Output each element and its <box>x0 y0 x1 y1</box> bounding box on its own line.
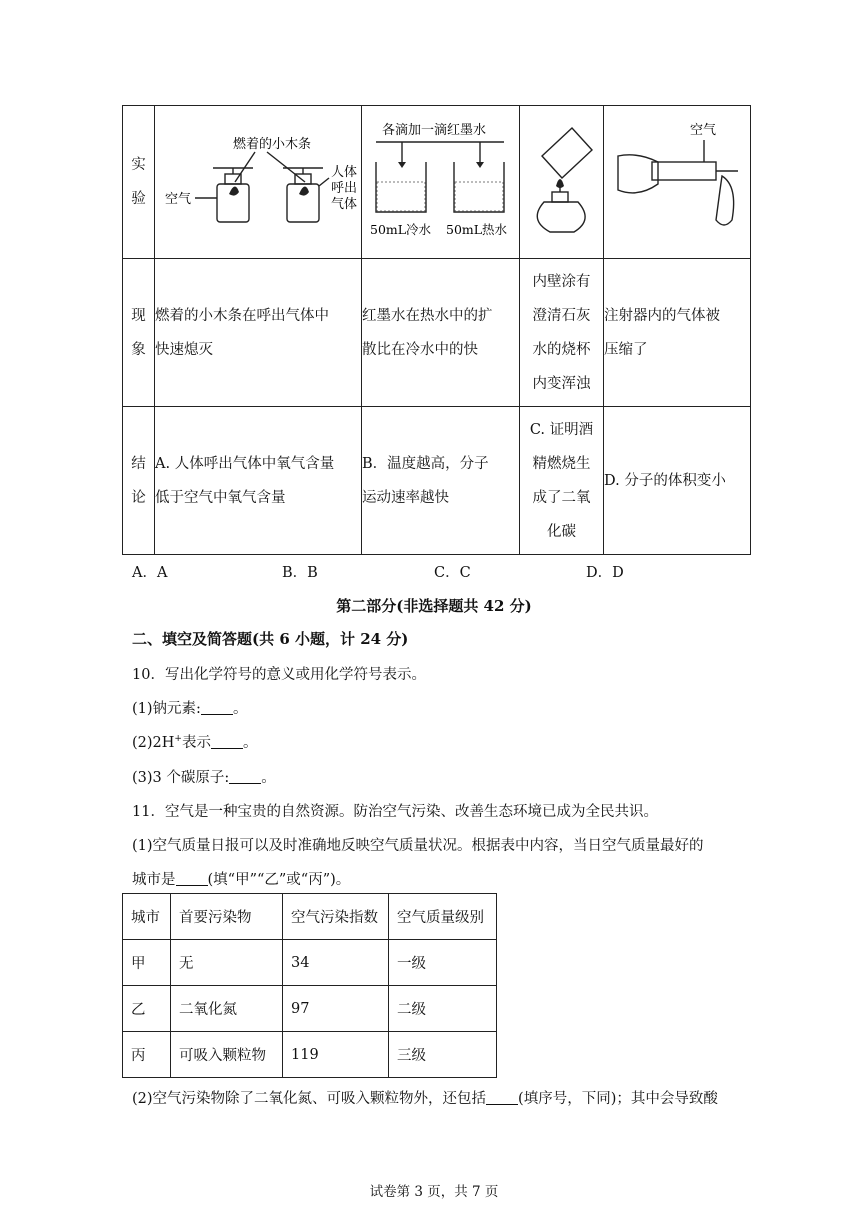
header-pollutant: 首要污染物 <box>171 894 283 940</box>
phenomenon-b: 红墨水在热水中的扩 散比在冷水中的快 <box>362 259 520 407</box>
fig1-top-label: 燃着的小木条 <box>233 137 312 152</box>
q10-part2-text-b: 表示 <box>181 735 211 751</box>
q10-stem: 10．写出化学符号的意义或用化学符号表示。 <box>132 667 426 683</box>
cell-level: 一级 <box>389 940 497 986</box>
row-label-experiment: 实 验 <box>123 106 155 259</box>
table-row <box>123 986 497 1032</box>
fig1-right-label-1: 人体 <box>331 165 358 180</box>
figure-bottles-cell <box>155 106 362 259</box>
cell-index: 34 <box>283 940 389 986</box>
answer-blank[interactable] <box>229 769 261 784</box>
answer-blank[interactable] <box>486 1090 518 1105</box>
header-level: 空气质量级别 <box>389 894 497 940</box>
row-label-conclusion: 结 论 <box>123 407 155 555</box>
conclusion-c: C. 证明酒 精燃烧生 成了二氧 化碳 <box>520 407 604 555</box>
q11-stem: 11．空气是一种宝贵的自然资源。防治空气污染、改善生态环境已成为全民共识。 <box>132 804 658 820</box>
page-footer: 试卷第 3 页，共 7 页 <box>369 1184 499 1200</box>
table-row <box>123 940 497 986</box>
part-header: 二、填空及简答题(共 6 小题，计 24 分) <box>132 630 409 648</box>
cell-pollutant: 可吸入颗粒物 <box>171 1032 283 1078</box>
answer-options <box>132 561 772 581</box>
answer-blank[interactable] <box>201 700 233 715</box>
cell-level: 二级 <box>389 986 497 1032</box>
syringe-figure <box>604 106 750 254</box>
header-city: 城市 <box>123 894 171 940</box>
q11-part1-line2 <box>132 868 350 889</box>
cell-city: 甲 <box>123 940 171 986</box>
header-index: 空气污染指数 <box>283 894 389 940</box>
q10-part2-text: (2)2H <box>132 735 175 751</box>
conclusion-a: A. 人体呼出气体中氧气含量 低于空气中氧气含量 <box>155 407 362 555</box>
air-quality-table <box>122 893 497 1078</box>
answer-blank[interactable] <box>211 734 243 749</box>
section-title: 第二部分(非选择题共 42 分) <box>336 597 532 615</box>
experiment-row <box>123 106 751 259</box>
cell-level: 三级 <box>389 1032 497 1078</box>
period: 。 <box>232 701 248 717</box>
table-header-row <box>123 894 497 940</box>
q11-part2-text: (2)空气污染物除了二氧化氮、可吸入颗粒物外，还包括 <box>132 1091 487 1107</box>
phenomenon-a: 燃着的小木条在呼出气体中 快速熄灭 <box>155 259 362 407</box>
fig1-right-label-3: 气体 <box>331 197 358 212</box>
period: 。 <box>261 770 276 786</box>
q11-part1-text-b: (填“甲”“乙”或“丙”)。 <box>207 872 351 888</box>
bottles-figure <box>155 106 361 254</box>
q11-part2 <box>132 1087 718 1108</box>
conclusion-b: B．温度越高，分子 运动速率越快 <box>362 407 520 555</box>
conclusion-row <box>123 407 751 555</box>
fig1-left-label: 空气 <box>165 192 192 207</box>
q11-part2-text-b: (填序号，下同)；其中会导致酸 <box>518 1091 718 1107</box>
phenomenon-d: 注射器内的气体被 压缩了 <box>604 259 751 407</box>
option-b[interactable]: B．B <box>282 565 318 581</box>
fig2-right-label: 50mL热水 <box>446 222 508 237</box>
q10-part1 <box>132 697 247 718</box>
superscript-plus: + <box>174 734 182 745</box>
table-row <box>123 1032 497 1078</box>
answer-blank[interactable] <box>176 871 208 886</box>
q10-part2 <box>132 731 257 752</box>
q11-part1-text: 城市是 <box>132 872 176 888</box>
row-label-phenomenon: 现 象 <box>123 259 155 407</box>
cell-city: 丙 <box>123 1032 171 1078</box>
conclusion-d: D. 分子的体积变小 <box>604 407 751 555</box>
fig2-left-label: 50mL冷水 <box>370 222 432 237</box>
q11-part1-line1: (1)空气质量日报可以及时准确地反映空气质量状况。根据表中内容，当日空气质量最好的 <box>132 838 704 854</box>
figure-beakers-cell <box>362 106 520 259</box>
fig1-right-label-2: 呼出 <box>331 181 358 196</box>
cell-pollutant: 无 <box>171 940 283 986</box>
phenomenon-row <box>123 259 751 407</box>
fig2-top-label: 各滴加一滴红墨水 <box>382 123 487 138</box>
cell-city: 乙 <box>123 986 171 1032</box>
alcohol-lamp-figure <box>520 106 603 254</box>
q10-part3 <box>132 766 276 787</box>
option-c[interactable]: C．C <box>434 565 471 581</box>
experiment-table <box>122 105 751 555</box>
fig4-label: 空气 <box>690 123 717 138</box>
option-a[interactable]: A．A <box>132 565 168 581</box>
beakers-figure <box>362 106 519 254</box>
phenomenon-c: 内壁涂有 澄清石灰 水的烧杯 内变浑浊 <box>520 259 604 407</box>
q10-part1-text: (1)钠元素: <box>132 701 201 717</box>
cell-index: 119 <box>283 1032 389 1078</box>
option-d[interactable]: D．D <box>586 565 624 581</box>
q10-part3-text: (3)3 个碳原子: <box>132 770 230 786</box>
cell-pollutant: 二氧化氮 <box>171 986 283 1032</box>
cell-index: 97 <box>283 986 389 1032</box>
figure-alcohol-lamp-cell <box>520 106 604 259</box>
period: 。 <box>242 735 258 751</box>
figure-syringe-cell <box>604 106 751 259</box>
